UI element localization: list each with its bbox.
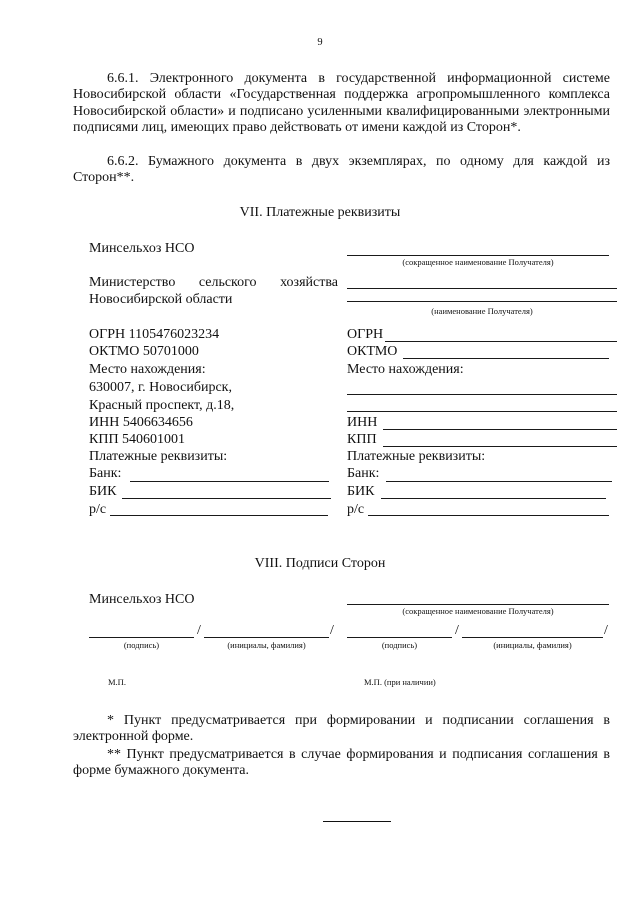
left-signature-caption: (подпись) (123, 640, 160, 650)
right-full-name-line2 (347, 301, 617, 302)
right-oktmo-label: ОКТМО (347, 344, 398, 359)
left-oktmo: ОКТМО 50701000 (89, 344, 199, 359)
left-payment-label: Платежные реквизиты: (89, 449, 228, 464)
right-bik-line (381, 498, 606, 499)
right-bik-label: БИК (347, 484, 375, 499)
right-rs-label: р/с (347, 502, 365, 517)
left-bik-label: БИК (89, 484, 117, 499)
right-signature-line (347, 637, 452, 638)
left-initials-caption: (инициалы, фамилия) (227, 640, 306, 650)
left-bik-line (122, 498, 331, 499)
right-location-line1 (347, 394, 617, 395)
left-ogrn: ОГРН 1105476023234 (89, 327, 220, 342)
right-rs-line (368, 515, 609, 516)
left-full-name-line2: Новосибирской области (89, 292, 233, 307)
right-oktmo-line (403, 358, 609, 359)
right-signature-slash-1: / (455, 623, 459, 638)
footnote-2: ** Пункт предусматривается в случае формирования и подписания соглашения в форме бумажного документа. (73, 747, 610, 779)
end-separator (323, 821, 391, 822)
right-location-line2 (347, 411, 617, 412)
left-kpp: КПП 540601001 (89, 432, 186, 447)
right-location-label: Место нахождения: (347, 362, 464, 377)
section-7-title: VII. Платежные реквизиты (239, 205, 401, 220)
right-short-name-line (347, 255, 609, 256)
sign-right-name-line (347, 604, 609, 605)
left-rs-line (110, 515, 328, 516)
left-short-name: Минсельхоз НСО (89, 241, 195, 256)
right-kpp-label: КПП (347, 432, 377, 447)
clause-6-6-2: 6.6.2. Бумажного документа в двух экземплярах, по одному для каждой из Сторон**. (73, 154, 610, 186)
sign-right-name-caption: (сокращенное наименование Получателя) (402, 606, 554, 616)
right-payment-label: Платежные реквизиты: (347, 449, 486, 464)
left-signature-slash-1: / (197, 623, 201, 638)
left-address-line2: Красный проспект, д.18, (89, 398, 235, 413)
left-location-label: Место нахождения: (89, 362, 206, 377)
left-address-line1: 630007, г. Новосибирск, (89, 380, 232, 395)
left-rs-label: р/с (89, 502, 107, 517)
left-bank-label: Банк: (89, 466, 122, 481)
left-inn: ИНН 5406634656 (89, 415, 193, 430)
footnote-1: * Пункт предусматривается при формировании и подписании соглашения в электронной форме. (73, 713, 610, 745)
left-signature-slash-2: / (330, 623, 334, 638)
left-initials-line (204, 637, 329, 638)
right-bank-line (386, 481, 612, 482)
left-bank-line (130, 481, 329, 482)
sign-left-name: Минсельхоз НСО (89, 592, 195, 607)
right-ogrn-label: ОГРН (347, 327, 384, 342)
left-signature-line (89, 637, 194, 638)
page-number: 9 (317, 37, 323, 48)
section-8-title: VIII. Подписи Сторон (254, 556, 386, 571)
right-ogrn-line (385, 341, 617, 342)
stamp-left: М.П. (108, 677, 126, 687)
left-full-name-line1: Министерство сельского хозяйства (89, 275, 338, 290)
right-inn-line (383, 429, 617, 430)
clause-6-6-1: 6.6.1. Электронного документа в государственной информационной системе Новосибирской области «Государственная поддержка агропромышленного комплекса Новосибирской области» и подписано усиленными квалифицированными электронными подписями лиц, имеющих право действовать от имени каждой из Сторон*. (73, 71, 610, 135)
right-full-name-caption: (наименование Получателя) (431, 306, 533, 316)
right-inn-label: ИНН (347, 415, 378, 430)
right-kpp-line (383, 446, 617, 447)
stamp-right: М.П. (при наличии) (364, 677, 436, 687)
right-signature-caption: (подпись) (381, 640, 418, 650)
right-short-name-caption: (сокращенное наименование Получателя) (402, 257, 554, 267)
right-bank-label: Банк: (347, 466, 380, 481)
right-signature-slash-2: / (604, 623, 608, 638)
right-initials-line (462, 637, 603, 638)
right-full-name-line1 (347, 288, 617, 289)
right-initials-caption: (инициалы, фамилия) (493, 640, 572, 650)
